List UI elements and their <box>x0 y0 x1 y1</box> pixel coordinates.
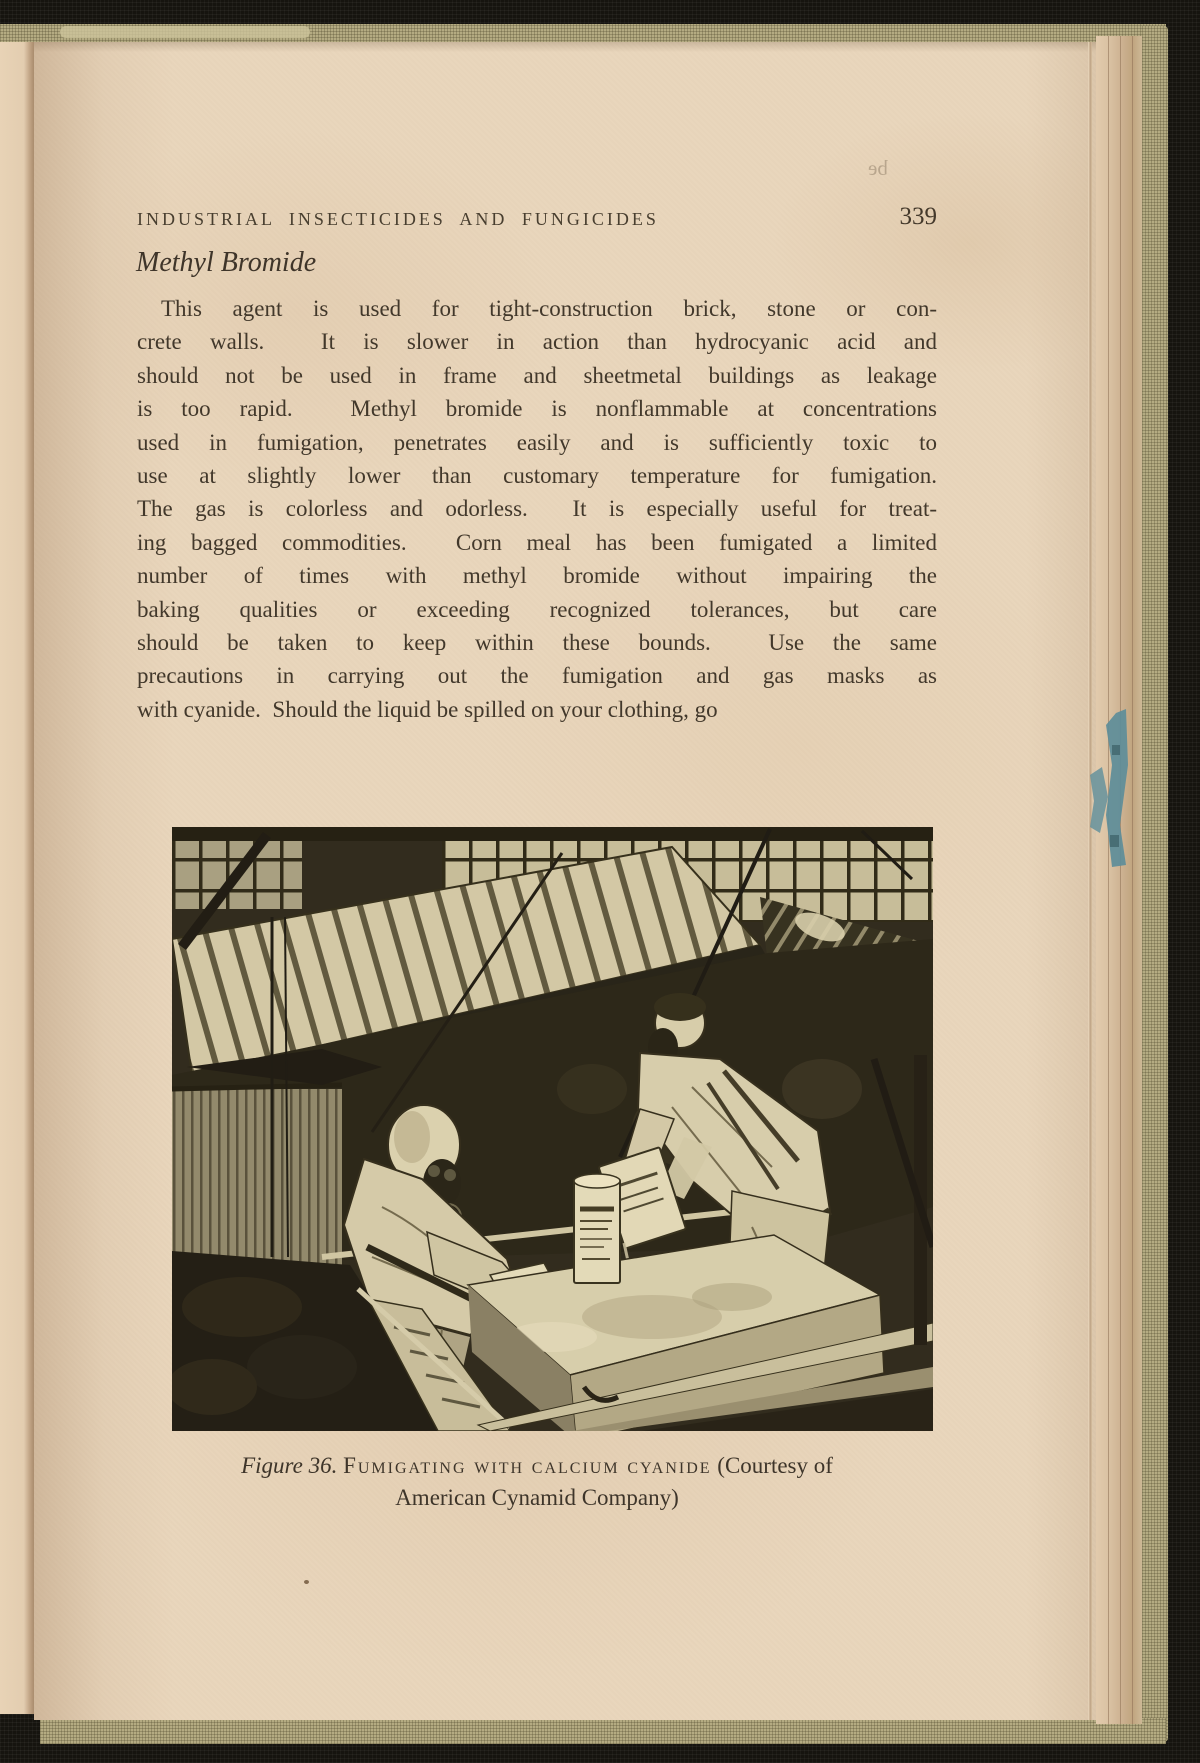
previous-page-edge <box>0 42 34 1714</box>
body-line: baking qualities or exceeding recognized tolerances, but care <box>137 596 937 622</box>
book-cover-edge-bottom <box>40 1718 1166 1744</box>
caption-title: Fumigating with calcium cyanide <box>343 1453 712 1478</box>
show-through-ghost-text: be <box>868 156 888 180</box>
page-edge-stack <box>1096 36 1142 1724</box>
paper-fleck <box>304 1580 309 1584</box>
body-line: crete walls. It is slower in action than hydrocyanic acid and <box>137 329 937 355</box>
page-edge-line <box>1132 36 1133 1724</box>
body-line: ing bagged commodities. Corn meal has been fumigated a limited <box>137 529 937 555</box>
teal-ink-smudge <box>1082 705 1128 870</box>
body-line: should not be used in frame and sheetmetal buildings as leakage <box>137 362 937 388</box>
body-line: precautions in carrying out the fumigation and gas masks as <box>137 663 937 689</box>
body-line: used in fumigation, penetrates easily and is sufficiently toxic to <box>137 429 937 455</box>
fumigation-photo-illustration <box>172 827 933 1431</box>
running-header: INDUSTRIAL INSECTICIDES AND FUNGICIDES <box>137 209 659 229</box>
sepia-overlay <box>172 827 933 1431</box>
cover-cloth-fold <box>60 26 310 38</box>
body-line: number of times with methyl bromide without impairing the <box>137 563 937 589</box>
page-edge-line <box>1108 36 1109 1724</box>
caption-courtesy: (Courtesy of <box>717 1453 833 1478</box>
section-heading: Methyl Bromide <box>136 247 317 278</box>
body-line: should be taken to keep within these bounds. Use the same <box>137 629 937 655</box>
caption-line-2: American Cynamid Company) <box>395 1485 679 1510</box>
body-line: The gas is colorless and odorless. It is especially useful for treat- <box>137 496 937 522</box>
figure-36-photo <box>172 827 933 1431</box>
caption-line-1 <box>137 1450 937 1482</box>
page-edge-line <box>1120 36 1121 1724</box>
body-line: use at slightly lower than customary temperature for fumigation. <box>137 462 937 488</box>
book-cover-edge-right <box>1142 26 1168 1742</box>
body-line: with cyanide. Should the liquid be spilled on your clothing, go <box>137 696 718 722</box>
caption-figure-label: Figure 36. <box>241 1453 338 1478</box>
page-number: 339 <box>899 203 937 230</box>
figure-caption <box>137 1450 937 1514</box>
body-line: is too rapid. Methyl bromide is nonflammable at concentrations <box>137 396 937 422</box>
body-paragraph <box>137 292 937 726</box>
body-line: This agent is used for tight-construction brick, stone or con- <box>161 296 937 321</box>
page-crease-line <box>1088 42 1092 1720</box>
